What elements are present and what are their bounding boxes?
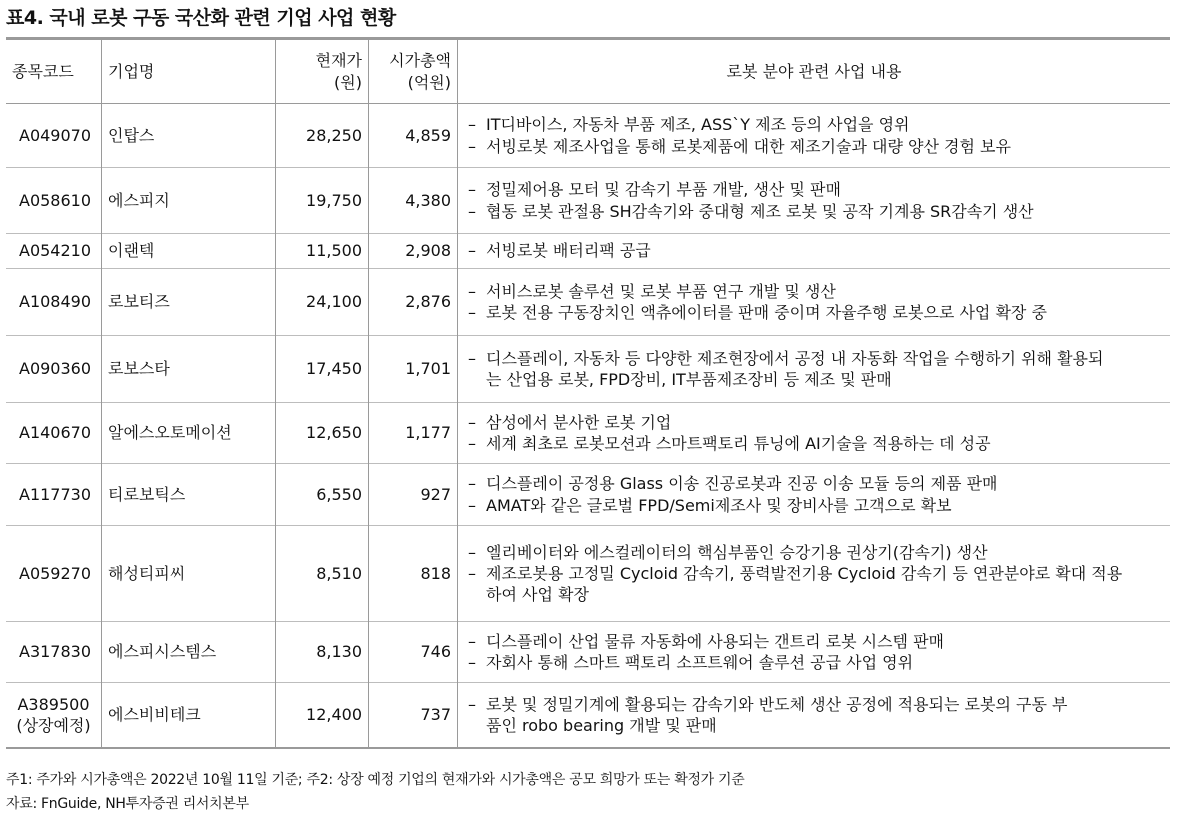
stock-code-cell bbox=[6, 336, 102, 403]
header-price-line2: (원) bbox=[334, 72, 362, 92]
stock-code: A054210 bbox=[19, 241, 92, 261]
table-row bbox=[6, 269, 1170, 336]
stock-code-cell bbox=[6, 168, 102, 234]
table-row bbox=[6, 336, 1170, 403]
header-name: 기업명 bbox=[102, 39, 276, 104]
table-title: 표4. 국내 로봇 구동 국산화 관련 기업 사업 현황 bbox=[6, 7, 396, 29]
current-price: 19,750 bbox=[276, 168, 369, 234]
business-description bbox=[458, 464, 1171, 526]
business-line: – 협동 로봇 관절용 SH감속기와 중대형 제조 로봇 및 공작 기계용 SR감속기 생산 bbox=[464, 201, 1164, 222]
footnotes bbox=[6, 768, 745, 816]
header-cap-line2: (억원) bbox=[407, 72, 451, 92]
stock-code: A108490 bbox=[19, 292, 92, 312]
business-description bbox=[458, 269, 1171, 336]
current-price: 8,510 bbox=[276, 526, 369, 622]
source-text: 자료: FnGuide, NH투자증권 리서치본부 bbox=[6, 796, 249, 812]
business-line: – 서빙로봇 배터리팩 공급 bbox=[464, 240, 1164, 261]
company-name: 에스비비테크 bbox=[102, 683, 276, 748]
business-line: 하여 사업 확장 bbox=[486, 585, 589, 605]
market-cap: 818 bbox=[369, 526, 458, 622]
company-name: 에스피시스템스 bbox=[102, 622, 276, 683]
market-cap: 737 bbox=[369, 683, 458, 748]
market-cap: 2,876 bbox=[369, 269, 458, 336]
table-row bbox=[6, 168, 1170, 234]
stock-code: A140670 bbox=[19, 423, 92, 443]
header-cap bbox=[369, 39, 458, 104]
company-name: 알에스오토메이션 bbox=[102, 403, 276, 464]
company-table bbox=[6, 37, 1170, 749]
business-description bbox=[458, 104, 1171, 168]
business-line: 는 산업용 로봇, FPD장비, IT부품제조장비 등 제조 및 판매 bbox=[486, 370, 892, 389]
business-line: – AMAT와 같은 글로벌 FPD/Semi제조사 및 장비사를 고객으로 확보 bbox=[464, 495, 1164, 516]
table-row bbox=[6, 464, 1170, 526]
business-description bbox=[458, 683, 1171, 748]
stock-code: A117730 bbox=[19, 484, 92, 504]
current-price: 11,500 bbox=[276, 234, 369, 269]
market-cap: 1,177 bbox=[369, 403, 458, 464]
current-price: 6,550 bbox=[276, 464, 369, 526]
listing-note: (상장예정) bbox=[16, 715, 91, 735]
table-row bbox=[6, 683, 1170, 748]
business-description bbox=[458, 526, 1171, 622]
market-cap: 4,380 bbox=[369, 168, 458, 234]
company-name: 에스피지 bbox=[102, 168, 276, 234]
company-name: 해성티피씨 bbox=[102, 526, 276, 622]
company-name: 로보스타 bbox=[102, 336, 276, 403]
stock-code-cell bbox=[6, 683, 102, 748]
business-line: – 디스플레이 산업 물류 자동화에 사용되는 갠트리 로봇 시스템 판매 bbox=[464, 631, 1164, 652]
table-row bbox=[6, 234, 1170, 269]
current-price: 8,130 bbox=[276, 622, 369, 683]
business-description bbox=[458, 168, 1171, 234]
table-body bbox=[6, 104, 1170, 748]
current-price: 28,250 bbox=[276, 104, 369, 168]
business-line: – 세계 최초로 로봇모션과 스마트팩토리 튜닝에 AI기술을 적용하는 데 성공 bbox=[464, 433, 1164, 454]
business-line: – 디스플레이 공정용 Glass 이송 진공로봇과 진공 이송 모듈 등의 제품 판매 bbox=[464, 473, 1164, 494]
table-row bbox=[6, 104, 1170, 168]
stock-code-cell bbox=[6, 269, 102, 336]
header-code: 종목코드 bbox=[12, 61, 74, 81]
business-description bbox=[458, 622, 1171, 683]
header-price-line1: 현재가 bbox=[315, 50, 362, 70]
company-name: 이랜텍 bbox=[102, 234, 276, 269]
market-cap: 927 bbox=[369, 464, 458, 526]
stock-code: A058610 bbox=[19, 190, 92, 210]
business-line: – 서빙로봇 제조사업을 통해 로봇제품에 대한 제조기술과 대량 양산 경험 보유 bbox=[464, 136, 1164, 157]
company-name: 로보티즈 bbox=[102, 269, 276, 336]
table-row bbox=[6, 403, 1170, 464]
stock-code: A317830 bbox=[19, 642, 92, 662]
stock-code-cell bbox=[6, 622, 102, 683]
market-cap: 746 bbox=[369, 622, 458, 683]
current-price: 12,650 bbox=[276, 403, 369, 464]
market-cap: 4,859 bbox=[369, 104, 458, 168]
table-row bbox=[6, 526, 1170, 622]
stock-code: A059270 bbox=[19, 563, 92, 583]
business-description bbox=[458, 336, 1171, 403]
stock-code-cell bbox=[6, 403, 102, 464]
business-line: – 서비스로봇 솔루션 및 로봇 부품 연구 개발 및 생산 bbox=[464, 281, 1164, 302]
header-price bbox=[276, 39, 369, 104]
business-line: – 자회사 통해 스마트 팩토리 소프트웨어 솔루션 공급 사업 영위 bbox=[464, 652, 1164, 673]
business-line: – 엘리베이터와 에스컬레이터의 핵심부품인 승강기용 권상기(감속기) 생산 bbox=[464, 542, 1164, 563]
footnote-text: 주1: 주가와 시가총액은 2022년 10월 11일 기준; 주2: 상장 예정 기업의 현재가와 시가총액은 공모 희망가 또는 확정가 기준 bbox=[6, 772, 745, 788]
market-cap: 2,908 bbox=[369, 234, 458, 269]
business-line: – 정밀제어용 모터 및 감속기 부품 개발, 생산 및 판매 bbox=[464, 179, 1164, 200]
business-line: 품인 robo bearing 개발 및 판매 bbox=[486, 715, 717, 735]
current-price: 24,100 bbox=[276, 269, 369, 336]
business-line: – 로봇 전용 구동장치인 액츄에이터를 판매 중이며 자율주행 로봇으로 사업 확장 중 bbox=[464, 302, 1164, 323]
header-row bbox=[6, 39, 1170, 104]
stock-code: A389500 bbox=[17, 694, 90, 714]
stock-code: A049070 bbox=[19, 125, 92, 145]
stock-code-cell bbox=[6, 234, 102, 269]
company-name: 인탑스 bbox=[102, 104, 276, 168]
business-description bbox=[458, 234, 1171, 269]
business-description bbox=[458, 403, 1171, 464]
business-line: – 로봇 및 정밀기계에 활용되는 감속기와 반도체 생산 공정에 적용되는 로봇의 구동 부 bbox=[464, 694, 1164, 715]
business-line: – 제조로봇용 고정밀 Cycloid 감속기, 풍력발전기용 Cycloid 감속기 등 연관분야로 확대 적용 bbox=[464, 563, 1164, 584]
stock-code-cell bbox=[6, 464, 102, 526]
business-line: – 디스플레이, 자동차 등 다양한 제조현장에서 공정 내 자동화 작업을 수행하기 위해 활용되 bbox=[464, 348, 1164, 369]
header-desc: 로봇 분야 관련 사업 내용 bbox=[458, 39, 1171, 104]
business-line: – IT디바이스, 자동차 부품 제조, ASS`Y 제조 등의 사업을 영위 bbox=[464, 114, 1164, 135]
header-cap-line1: 시가총액 bbox=[389, 50, 451, 70]
table-row bbox=[6, 622, 1170, 683]
stock-code-cell bbox=[6, 526, 102, 622]
stock-code: A090360 bbox=[19, 359, 92, 379]
company-name: 티로보틱스 bbox=[102, 464, 276, 526]
current-price: 12,400 bbox=[276, 683, 369, 748]
business-line: – 삼성에서 분사한 로봇 기업 bbox=[464, 412, 1164, 433]
current-price: 17,450 bbox=[276, 336, 369, 403]
market-cap: 1,701 bbox=[369, 336, 458, 403]
stock-code-cell bbox=[6, 104, 102, 168]
table-header bbox=[6, 39, 1170, 104]
